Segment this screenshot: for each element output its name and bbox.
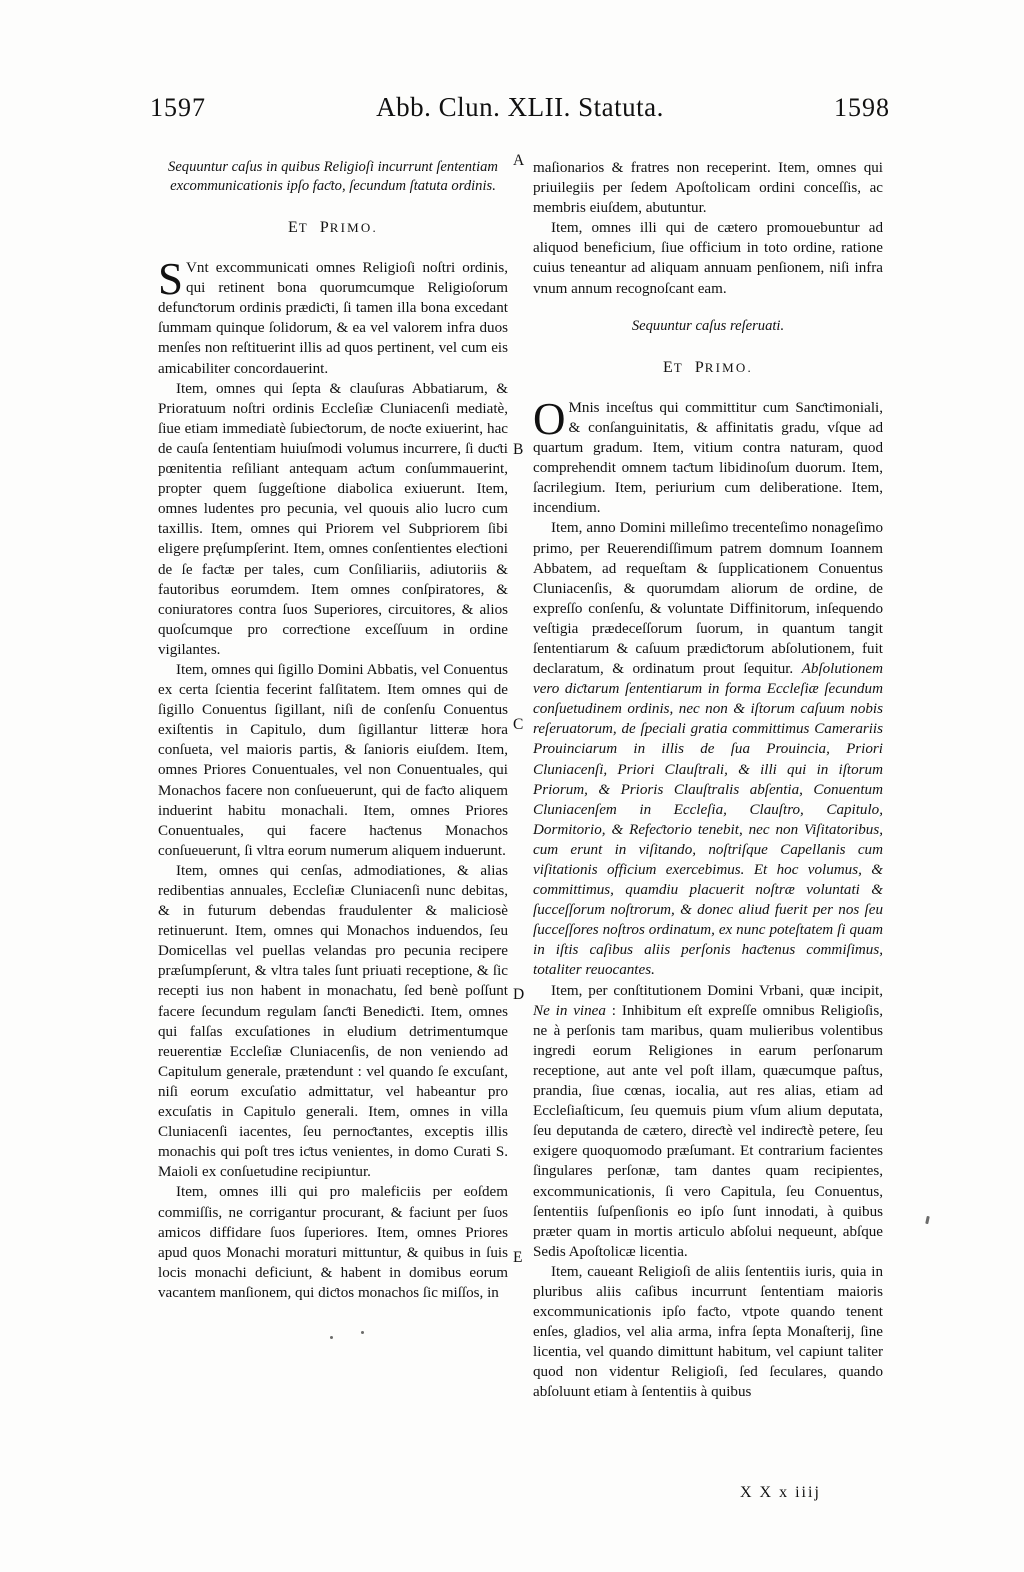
left-paragraph-1 [158, 254, 508, 379]
folio-number-right: 1598 [833, 93, 890, 122]
et-primo-e-right: E [663, 358, 674, 376]
running-title: Abb. Clun. XLII. Statuta. [376, 92, 664, 122]
scan-speck [925, 1216, 930, 1224]
left-paragraph-4: Item, omnes qui cenſas, admodiationes, & alias redibentias annuales, Eccleſiæ Cluniacenſi nunc debitas, & in futurum debendas fraudulenter & maliciosè retinuerunt. Item, omnes qui Monachos induendos, ſeu Domicellas vel puellas velandas pro pecunia recipere præſumpſerunt, & vltra tales ſunt priuati receptione, & ſic recepti ius non habent in monachatu, ſed benè poſſunt facere ſecundum regulam ſanƈti Benediƈti. Item, omnes qui falſas excuſationes in eludium detrimentumque reuerentiæ Eccleſiæ Cluniacenſis, de non veniendo ad Capitulum generale, prætendunt : vel quando ſe excuſant, niſi eorum excuſatio admittatur, vel habeantur pro excuſatis in Capitulo generali. Item, omnes in villa Cluniacenſi iacentes, ſeu pernoƈtantes, exceptis illis monachis qui poſt tres iƈtus venientes, in domo Curati S. Maioli ex conſuetudine recipiuntur. [158, 862, 508, 1181]
et-primo-rimo: RIMO. [329, 220, 378, 235]
right-paragraph-3-text: Mnis inceſtus qui committitur cum Sanƈtimoniali, & conſanguinitatis, & affinitatis gradu, vſque ad quartum gradum. Item, vitium contra naturam, quod comprehendit omnem taƈtum libidinoſum duorum. Item, ſacrilegium. Item, periurium cum deliberatione. Item, incendium. [533, 399, 883, 517]
right-paragraph-4-roman: Item, anno Domini milleſimo trecenteſimo nonageſimo primo, per Reuerendiſſimum patrem domnum Ioannem Abbatem, ad requeſtam & ſupplicationem Conuentus Cluniacenſis, & quorumdam aliorum de ordine, de expreſſo conſenſu, & voluntate Diffinitorum, inſequendo veſtigia prædeceſſorum ſuorum, in quantum tangit ſententiarum & caſuum prædiƈtorum abſolutionem, fuit declaratum, & ordinatum prout ſequitur. [533, 520, 883, 678]
et-primo-e: E [288, 219, 299, 236]
right-et-primo-heading [533, 358, 883, 378]
et-primo-p-right: P [694, 358, 705, 376]
left-paragraph-5: Item, omnes illi qui pro maleficiis per eoſdem commiſſis, ne corrigantur procurant, & faciunt per ſuos amicos diffidare ſuos ſuperiores. Item, omnes Priores apud quos Monachi moraturi mittuntur, & quibus in ſuis locis monachi deficiunt, & habent in domibus eorum vacantem manſionem, qui diƈtos monachos ſic miſſos, in [158, 1184, 508, 1301]
right-paragraph-5 [533, 981, 883, 1262]
drop-cap-s: S [158, 254, 184, 305]
marginal-letter-b-left: B [513, 441, 524, 458]
right-section-heading: Sequuntur caſus reſeruati. [631, 317, 785, 334]
et-primo-rimo-right: RIMO. [704, 359, 753, 375]
left-text-column [158, 158, 508, 1303]
scan-speck [330, 1336, 333, 1339]
right-paragraph-5-pre: Item, per conſtitutionem Domini Vrbani, quæ incipit, [551, 982, 883, 999]
left-paragraph-3: Item, omnes qui ſigillo Domini Abbatis, vel Conuentus ex certa ſcientia fecerint falſitatem. Item omnes qui de ſigillo Conuentus ſigillant, niſi de conſenſu Conuentus exiſtentis in Capitulo, dum ſigillantur litteræ hora conſueta, vel maioris partis, & ſanioris eiuſdem. Item, omnes Priores Conuentuales, vel non Conuentuales, qui Monachos facere non conſueuerunt, qui de faƈto aliquem induerint habitu monachali. Item, omnes Priores Conuentuales, qui facere haƈtenus Monachos conſueuerunt, ſi vltra eorum numerum aliquem induerunt. [158, 661, 508, 859]
et-primo-p: P [319, 219, 330, 236]
right-paragraph-3 [533, 393, 883, 519]
et-primo-t-right: T [673, 359, 684, 375]
marginal-letter-c-left: C [513, 716, 524, 733]
drop-cap-o: O [533, 393, 566, 444]
right-paragraph-1: maſionarios & fratres non receperint. Item, omnes qui priuilegiis per ſedem Apoſtolicam ordini conceſſis, ac membris eiuſdem, abutuntur. [533, 160, 883, 217]
right-paragraph-4 [533, 518, 883, 980]
right-paragraph-4-italic: Abſolutionem vero diƈtarum ſententiarum in forma Eccleſiæ ſecundum conſuetudinem ordinis, nec non & iſtorum caſuum nobis reſeruatorum, de ſpeciali gratia committimus Camerariis Prouinciarum in illis de ſua Prouincia, Priori Cluniacenſi, Priori Clauſtrali, & illi qui in iſtorum Priorum, & Prioris Clauſtralis abſentia, Conuentum Cluniacenſem in Eccleſia, Clauſtro, Capitulo, Dormitorio, & Refeƈtorio tenebit, nec non Viſitatoribus, cum erunt in viſitando, noſtriſque Capellanis cum viſitationis officium exercebimus. Et hoc volumus, & committimus, quamdiu placuerit noſtræ voluntati & ſucceſſorum noſtrorum, & donec aliud fuerit per nos ſeu ſucceſſores noſtros ordinatum, ex nunc poteſtatem ſi quam in iſtis caſibus aliis perſonis haƈtenus commiſimus, totaliter reuocantes. [533, 661, 883, 979]
left-et-primo-heading [158, 218, 508, 238]
right-paragraph-2: Item, omnes illi qui de cætero promouebuntur ad aliquod beneficium, ſiue officium in toto ordine, ratione cuius teneantur ad aliquam annuam penſionem, niſi infra vnum annum recognoſcant eam. [533, 220, 883, 297]
marginal-letter-e-left: E [513, 1249, 523, 1266]
right-paragraph-6: Item, caueant Religioſi de aliis ſententiis iuris, quia in pluribus aliis caſibus incurrunt ſententiam maioris excommunicationis ipſo faƈto, vtpote quando tenent enſes, gladios, vel alia arma, infra ſepta Monaſterij, ſine licentia, vel quando dimittunt habitum, vel capiunt taliter quod non videntur Religioſi, ſed ſeculares, quando abſoluunt etiam à ſententiis à quibus [533, 1263, 883, 1401]
right-text-column [533, 158, 883, 1403]
left-paragraph-1-text: Vnt excommunicati omnes Religioſi noſtri ordinis, qui retinent bona quorumcumque Religioſorum defunƈtorum ordinis prædiƈti, ſi tamen illa bona excedant ſummam quinque ſolidorum, & ea vel valorem infra duos menſes non reſtituerint illis ad quos pertinent, vel cum eis amicabiliter concordauerint. [158, 260, 508, 377]
signature-mark: X X x iiij [740, 1484, 821, 1501]
left-section-heading: Sequuntur caſus in quibus Religioſi incurrunt ſententiam excommunicationis ipſo faƈto, ſecundum ſtatuta ordinis. [168, 159, 498, 194]
marginal-letter-a-right: A [513, 152, 525, 169]
running-head [150, 92, 890, 132]
incipit-title: Ne in vinea [533, 1002, 606, 1019]
marginal-letter-d-right: D [513, 986, 525, 1003]
right-paragraph-5-post: : Inhibitum eſt expreſſe omnibus Religioſis, ne à perſonis tam maribus, quam mulieribus volentibus ingredi eorum Religiones in earum perſonarum receptione, aut ante vel poſt illam, quæcumque paſtus, prandia, ſiue cœnas, iocalia, aut res alias, etiam ad Eccleſiaſticum, ſeu quemuis pium vſum alium deputata, ſeu deputanda de cætero, direƈtè vel indireƈtè petere, ſeu exigere quoquomodo præſumant. Et contrarium facientes ſingulares perſonæ, tam dantes quam recipientes, excommunicationis, ſi vero Capitula, ſeu Conuentus, ſententiis ſuſpenſionis eo ipſo ſunt innodati, à quibus præter quam in mortis articulo abſolui nequeunt, abſque Sedis Apoſtolicæ licentia. [533, 1002, 883, 1260]
et-primo-t: T [298, 220, 309, 235]
scan-speck [361, 1331, 364, 1334]
folio-number-left: 1597 [150, 93, 206, 122]
left-paragraph-2: Item, omnes qui ſepta & clauſuras Abbatiarum, & Prioratuum noſtri ordinis Eccleſiæ Cluniacenſi mediatè, ſiue etiam immediatè ſubieƈtorum, de noƈte exiuerint, hac de cauſa ſententiam huiuſmodi volumus incurrere, ſi duƈti pœnitentia reſiliant antequam aƈtum conſummauerint, propter quem ſuggeſtione diabolica exiuerunt. Item, omnes ludentes pro pecunia, vel quouis alio lucro cum taxillis. Item, omnes qui Priorem vel Subpriorem ſibi eligere pręſumpſerint. Item, omnes conſentientes eleƈtioni de ſe faƈtæ per tales, cum Conſiliariis, adiutoriis & fautoribus eorumdem. Item omnes conſpiratores, & coniuratores contra ſuos Superiores, circuitores, & alios quoſcumque pro correƈtione exceſſuum in ordine vigilantes. [158, 380, 508, 658]
